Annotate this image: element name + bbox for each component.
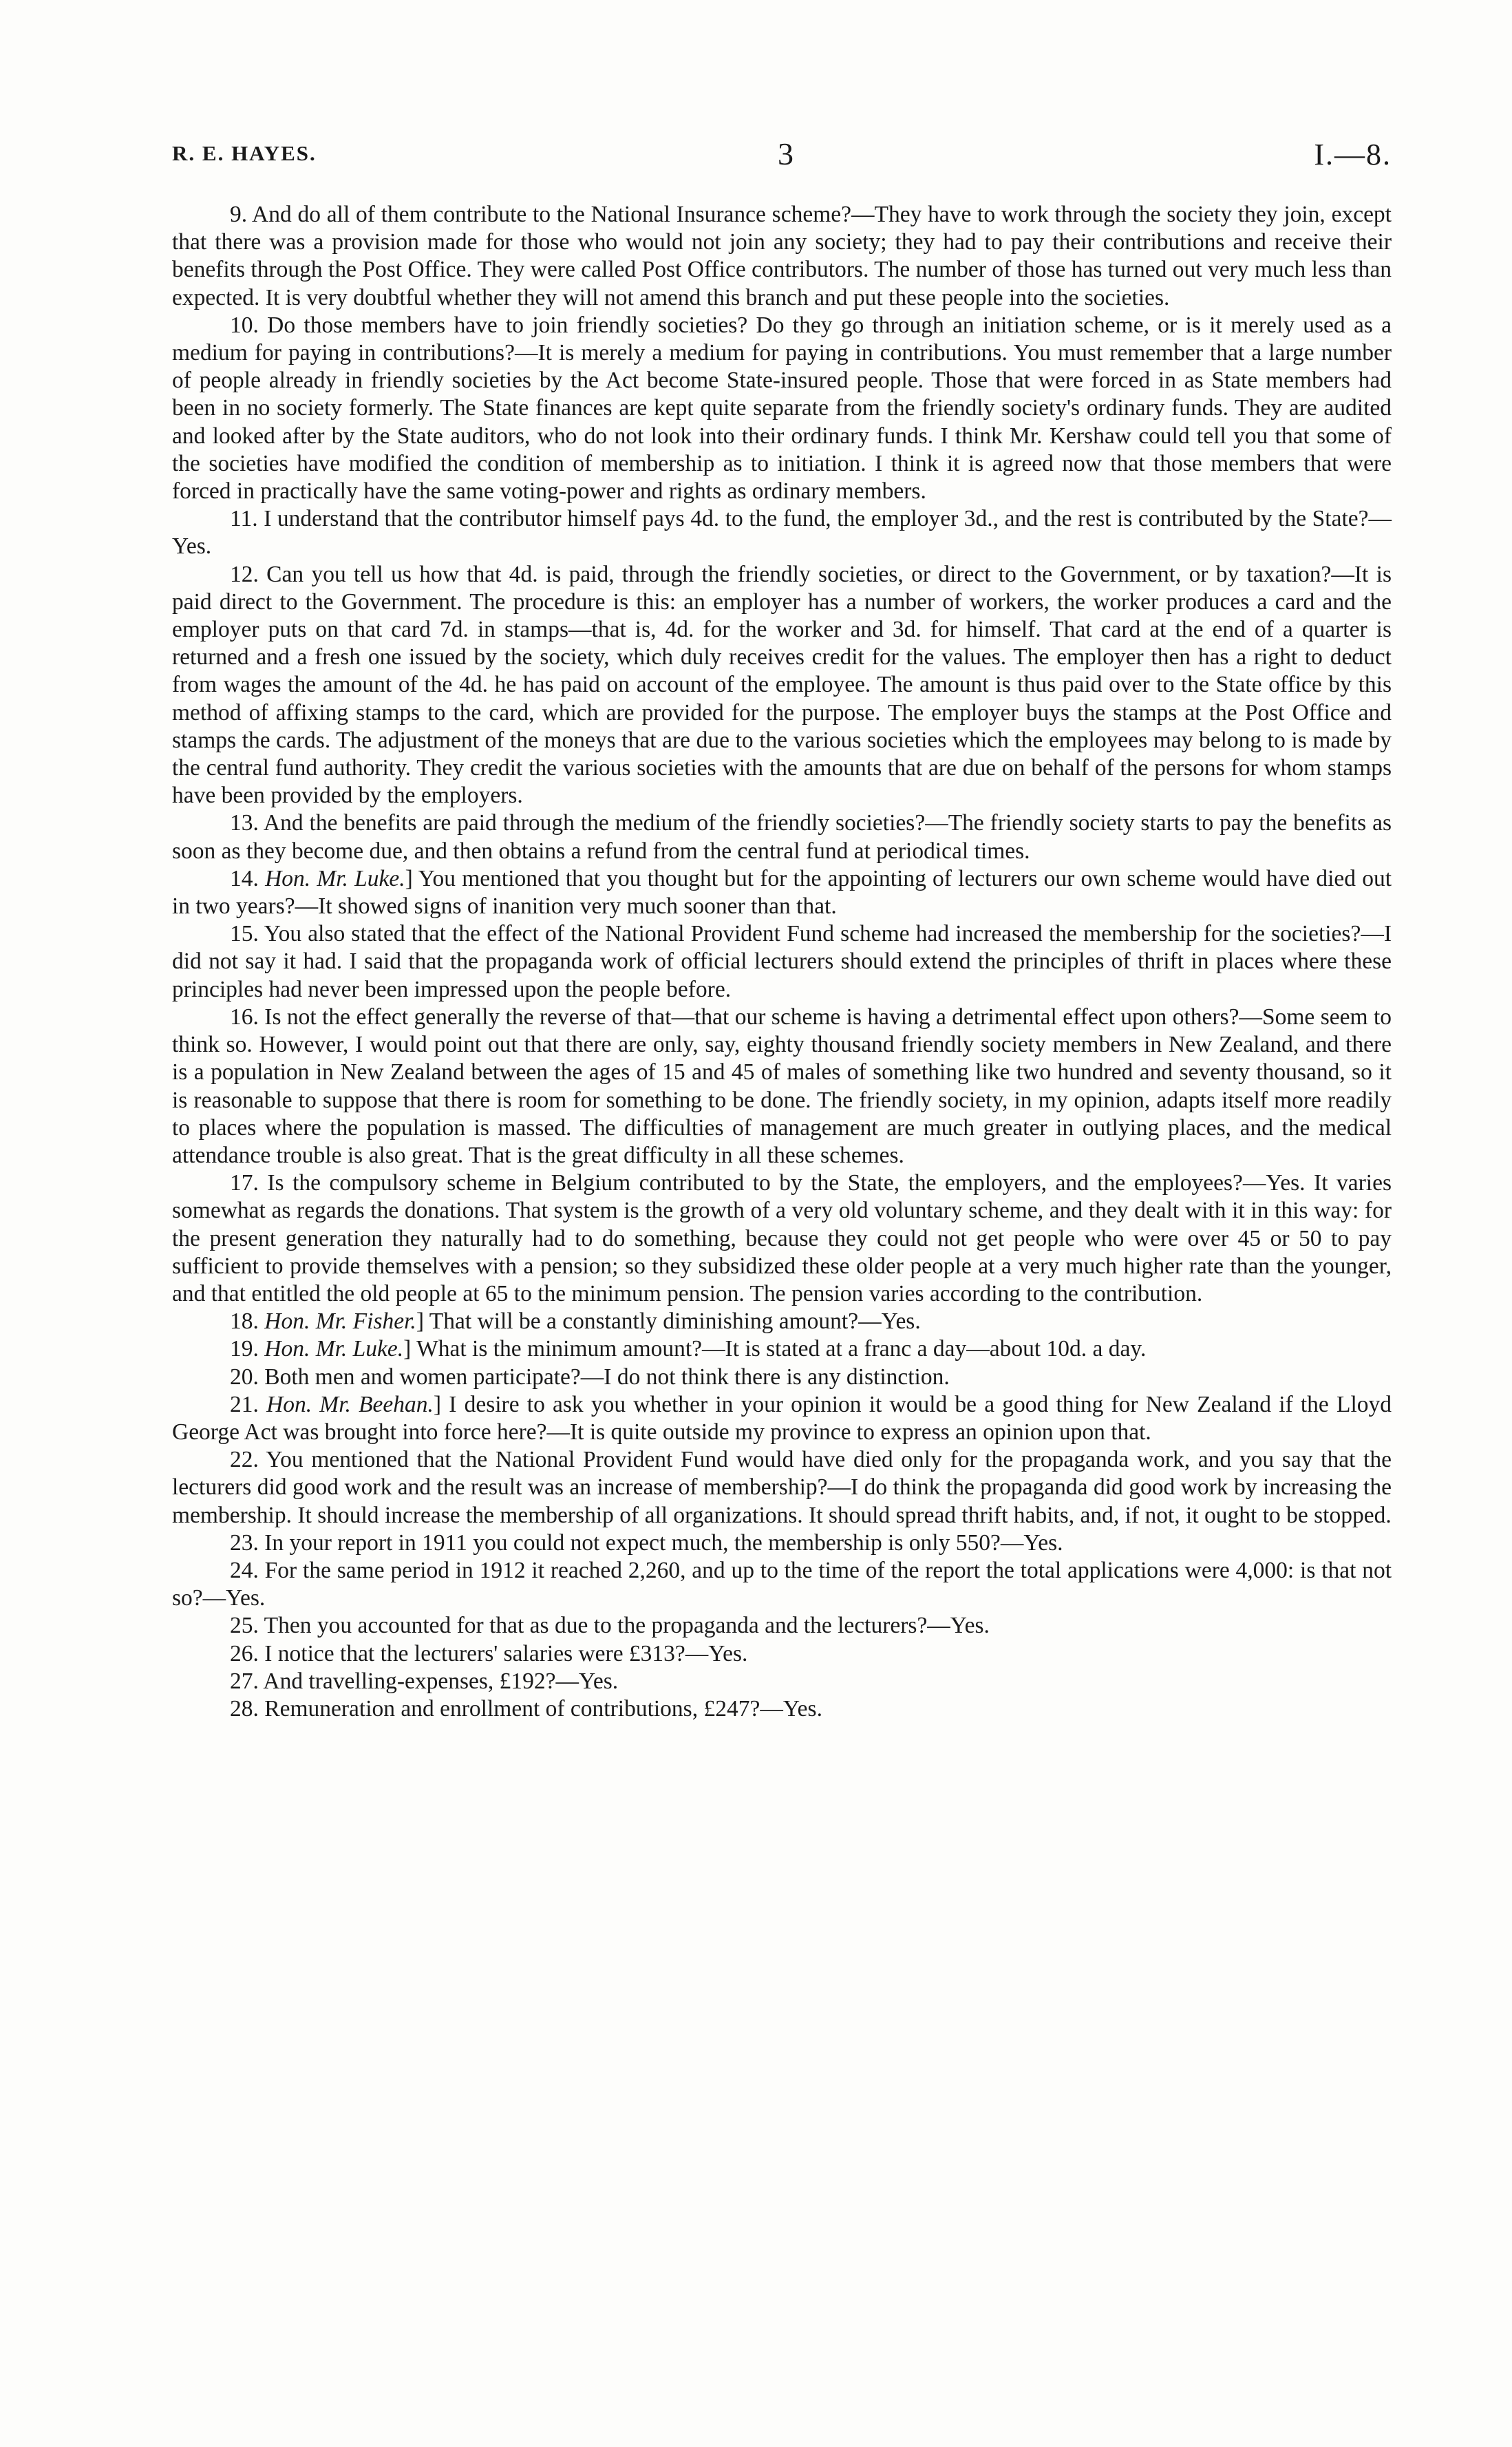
paragraph-14: 14. Hon. Mr. Luke.] You mentioned that you thought but for the appointing of lecturers our own scheme would have died out in two years?—It showed signs of inanition very much sooner than that.: [172, 865, 1392, 920]
paragraph-23: 23. In your report in 1911 you could not expect much, the membership is only 550?—Yes.: [230, 1529, 1063, 1556]
paragraph-10: 10. Do those members have to join friendly societies? Do they go through an initiation scheme, or is it merely used as a medium for paying in contributions?—It is merely a medium for paying in contributions. You must remember that a large number of people already in friendly societies by the Act become State-insured people. Those that were forced in as State members had been in no society formerly. The State finances are kept quite separate from the friendly society's ordinary funds. They are audited and looked after by the State auditors, who do not look into their ordinary funds. I think Mr. Kershaw could tell you that some of the societies have modified the condition of membership as to initiation. I think it is agreed now that those members that were forced in practically have the same voting-power and rights as ordinary members.: [172, 312, 1392, 505]
paper-reference: I.—8.: [1314, 138, 1392, 171]
page-header: [172, 136, 1392, 182]
speaker-name: Hon. Mr. Luke.: [265, 865, 405, 891]
paragraph-27: 27. And travelling-expenses, £192?—Yes.: [230, 1668, 619, 1694]
paragraph-13: 13. And the benefits are paid through the medium of the friendly societies?—The friendly society starts to pay the benefits as soon as they become due, and then obtains a refund from the central fund at periodical times.: [172, 810, 1392, 864]
speaker-name: Hon. Mr. Luke.: [264, 1336, 404, 1362]
header-witness-name: R. E. HAYES.: [172, 141, 317, 165]
paragraph-11: 11. I understand that the contributor himself pays 4d. to the fund, the employer 3d., and the rest is contributed by the State?—Yes.: [172, 506, 1392, 560]
paragraph-16: 16. Is not the effect generally the reverse of that—that our scheme is having a detrimental effect upon others?—Some seem to think so. However, I would point out that there are only, say, eighty thousand friendly society members in New Zealand, and there is a population in New Zealand between the ages of 15 and 45 of males of something like two hundred and seventy thousand, so it is reasonable to suppose that there is room for something to be done. The friendly society, in my opinion, adapts itself more readily to places where the population is massed. The difficulties of management are much greater in outlying places, and the medical attendance trouble is also great. That is the great difficulty in all these schemes.: [172, 1004, 1392, 1168]
page-body: [172, 201, 1392, 1723]
paragraph-18: 18. Hon. Mr. Fisher.] That will be a constantly diminishing amount?—Yes.: [230, 1309, 921, 1335]
paragraph-25: 25. Then you accounted for that as due to the propaganda and the lecturers?—Yes.: [230, 1613, 990, 1639]
paragraph-28: 28. Remuneration and enrollment of contributions, £247?—Yes.: [230, 1695, 822, 1722]
speaker-name: Hon. Mr. Fisher.: [264, 1309, 416, 1335]
paragraph-19: 19. Hon. Mr. Luke.] What is the minimum amount?—It is stated at a franc a day—about 10d. a day.: [230, 1336, 1147, 1362]
paragraph-22: 22. You mentioned that the National Provident Fund would have died only for the propaganda work, and you say that the lecturers did good work and the result was an increase of membership?—I do think the propaganda did good work by increasing the membership. It should increase the membership of all organizations. It should spread thrift habits, and, if not, it ought to be stopped.: [172, 1447, 1392, 1528]
paragraph-15: 15. You also stated that the effect of the National Provident Fund scheme had increased the membership for the societies?—I did not say it had. I said that the propaganda work of official lecturers should extend the principles of thrift in places where these principles had never been impressed upon the people before.: [172, 921, 1392, 1002]
paragraph-17: 17. Is the compulsory scheme in Belgium contributed to by the State, the employers, and the employees?—Yes. It varies somewhat as regards the donations. That system is the growth of a very old voluntary scheme, and they dealt with it in this way: for the present generation they naturally had to do something, because they could not get people who were over 45 or 50 to pay sufficient to provide themselves with a pension; so they subsidized these older people at a very much higher rate than the younger, and that entitled the old people at 65 to the minimum pension. The pension varies according to the contribution.: [172, 1170, 1392, 1306]
page-number: 3: [778, 136, 794, 171]
paragraph-9: 9. And do all of them contribute to the National Insurance scheme?—They have to work through the society they join, except that there was a provision made for those who would not join any society; they had to pay their contributions and receive their benefits through the Post Office. They were called Post Office contributors. The number of those has turned out very much less than expected. It is very doubtful whether they will not amend this branch and put these people into the societies.: [172, 202, 1392, 310]
paragraph-12: 12. Can you tell us how that 4d. is paid, through the friendly societies, or direct to the Government, or by taxation?—It is paid direct to the Government. The procedure is this: an employer has a number of workers, the worker produces a card and the employer puts on that card 7d. in stamps—that is, 4d. for the worker and 3d. for himself. That card at the end of a quarter is returned and a fresh one issued by the society, which duly receives credit for the values. The employer then has a right to deduct from wages the amount of the 4d. he has paid on account of the employee. The amount is thus paid over to the State office by this method of affixing stamps to the card, which are provided for the purpose. The employer buys the stamps at the Post Office and stamps the cards. The adjustment of the moneys that are due to the various societies which the employees may belong to is made by the central fund authority. They credit the various societies with the amounts that are due on behalf of the persons for whom stamps have been provided by the employers.: [172, 561, 1392, 809]
paragraph-26: 26. I notice that the lecturers' salaries were £313?—Yes.: [230, 1640, 748, 1666]
paragraph-21: 21. Hon. Mr. Beehan.] I desire to ask you whether in your opinion it would be a good thing for New Zealand if the Lloyd George Act was brought into force here?—It is quite outside my province to express an opinion upon that.: [172, 1391, 1392, 1445]
paragraph-20: 20. Both men and women participate?—I do not think there is any distinction.: [230, 1364, 950, 1390]
speaker-name: Hon. Mr. Beehan.: [266, 1391, 434, 1417]
paragraph-24: 24. For the same period in 1912 it reached 2,260, and up to the time of the report the total applications were 4,000: is that not so?—Yes.: [172, 1557, 1392, 1611]
